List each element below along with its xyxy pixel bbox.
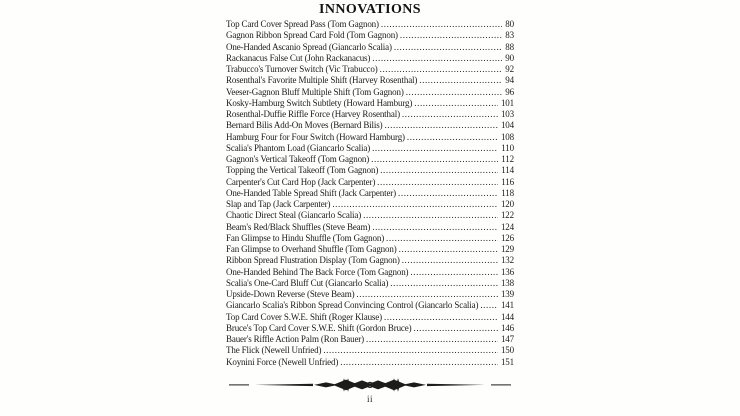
toc-entry-title: Beam's Red/Black Shuffles (Steve Beam) [226, 221, 371, 232]
toc-entry-title: Bruce's Top Card Cover S.W.E. Shift (Gordon Bruce) [226, 322, 412, 333]
toc-entry-page: 116 [501, 176, 514, 187]
dot-leader [386, 233, 498, 244]
toc-entry-page: 138 [500, 277, 514, 288]
toc-entry-page: 90 [505, 52, 514, 63]
toc-entry-title: Scalia's One-Card Bluff Cut (Giancarlo Scalia) [226, 277, 389, 288]
toc-entry-title: Slap and Tap (Jack Carpenter) [226, 199, 331, 209]
toc-entry [226, 120, 514, 131]
toc-entry [226, 143, 514, 154]
toc-entry [226, 210, 514, 221]
toc-entry [226, 64, 514, 75]
dot-leader [380, 64, 503, 75]
toc-entry-page: 144 [500, 311, 514, 322]
dot-leader [363, 210, 498, 221]
dot-leader [340, 357, 498, 368]
dot-leader [323, 345, 498, 356]
dot-leader [372, 222, 498, 233]
toc-entry-page: 92 [505, 64, 514, 74]
toc-entry [226, 278, 514, 289]
dot-leader [377, 177, 498, 188]
dot-leader [410, 267, 498, 278]
dot-leader [394, 42, 502, 53]
toc-entry-page: 112 [501, 154, 514, 164]
toc-entry-title: Gagnon's Vertical Takeoff (Tom Gagnon) [226, 154, 370, 164]
dot-leader [384, 120, 498, 131]
toc-entry-page: 114 [501, 165, 514, 176]
toc-entry [226, 53, 514, 64]
toc-entry-page: 132 [500, 255, 514, 266]
dot-leader [381, 19, 502, 30]
toc-entry [226, 188, 514, 199]
toc-entry [226, 87, 514, 98]
toc-entry-title: One-Handed Ascanio Spread (Giancarlo Scalia) [226, 41, 392, 52]
toc-entry-title: Rosenthal's Favorite Multiple Shift (Harvey Rosenthal) [226, 75, 418, 86]
toc-entry [226, 154, 514, 165]
dot-leader [380, 165, 498, 176]
toc-entry-title: Scalia's Phantom Load (Giancarlo Scalia) [226, 142, 371, 153]
dot-leader [406, 87, 503, 98]
toc-entry-page: 96 [505, 86, 514, 97]
toc-entry-page: 80 [505, 19, 514, 29]
toc-entry-title: Kosky-Hamburg Switch Subtlety (Howard Hamburg) [226, 97, 413, 108]
toc-entry [226, 222, 514, 233]
toc-entry [226, 98, 514, 109]
dot-leader [407, 132, 498, 143]
dot-leader [399, 244, 498, 255]
toc-entry-page: 141 [500, 300, 514, 311]
toc-entry-page: 147 [500, 334, 514, 344]
dot-leader [356, 289, 498, 300]
toc-entry-page: 88 [505, 41, 514, 52]
toc-entry-page: 118 [501, 187, 514, 198]
toc-entry-page: 146 [500, 322, 514, 333]
toc-entry [226, 233, 514, 244]
toc-entry-title: Fan Glimpse to Hindu Shuffle (Tom Gagnon) [226, 232, 385, 243]
toc-entry-title: Gagnon Ribbon Spread Card Fold (Tom Gagnon) [226, 30, 398, 41]
dot-leader [332, 199, 498, 210]
toc-entry-page: 94 [505, 75, 514, 86]
toc-entry [226, 300, 514, 311]
toc-entry-page: 139 [500, 289, 514, 299]
toc-entry-page: 108 [500, 131, 514, 142]
toc-entry [226, 177, 514, 188]
toc-entry-title: Bernard Bilis Add-On Moves (Bernard Bilis) [226, 120, 383, 131]
toc-entry [226, 345, 514, 356]
ornament-divider [229, 377, 511, 393]
toc-entry-page: 104 [500, 120, 514, 131]
toc-entry-title: Rosenthal-Duffie Riffle Force (Harvey Rosenthal) [226, 109, 400, 119]
toc-entry-title: Bauer's Riffle Action Palm (Ron Bauer) [226, 334, 364, 344]
toc-entry-title: Chaotic Direct Steal (Giancarlo Scalia) [226, 210, 362, 221]
toc-entry-page: 110 [501, 142, 514, 153]
toc-entry-title: One-Handed Table Spread Shift (Jack Carpenter) [226, 187, 396, 198]
toc-entry-page: 120 [500, 199, 514, 209]
toc-entry-title: The Flick (Newell Unfried) [226, 345, 322, 356]
toc-entry-page: 124 [500, 221, 514, 232]
dot-leader [390, 278, 498, 289]
toc-entry-title: Top Card Cover Spread Pass (Tom Gagnon) [226, 19, 379, 29]
dot-leader [372, 53, 502, 64]
toc-entry [226, 323, 514, 334]
toc-entry [226, 267, 514, 278]
toc-entry [226, 19, 514, 30]
dot-leader [402, 255, 498, 266]
toc-entry [226, 132, 514, 143]
toc-entry-title: Rackanacus False Cut (John Rackanacus) [226, 52, 371, 63]
toc-entry-page: 83 [505, 30, 514, 41]
toc-entry [226, 109, 514, 120]
toc-list [226, 19, 514, 368]
toc-entry [226, 42, 514, 53]
toc-entry [226, 255, 514, 266]
toc-entry-title: Carpenter's Cut Card Hop (Jack Carpenter) [226, 176, 376, 187]
toc-entry [226, 165, 514, 176]
dot-leader [480, 300, 498, 311]
toc-entry [226, 199, 514, 210]
toc-entry [226, 357, 514, 368]
toc-entry-title: Giancarlo Scalia's Ribbon Spread Convincing Control (Giancarlo Scalia) [226, 300, 479, 311]
toc-entry-page: 103 [500, 109, 514, 119]
toc-entry [226, 334, 514, 345]
toc-entry-title: Topping the Vertical Takeoff (Tom Gagnon) [226, 165, 379, 176]
toc-entry-page: 136 [500, 266, 514, 277]
dot-leader [384, 312, 498, 323]
toc-entry-title: Ribbon Spread Flustration Display (Tom Gagnon) [226, 255, 400, 266]
dot-leader [400, 30, 502, 41]
toc-entry-title: One-Handed Behind The Back Force (Tom Gagnon) [226, 266, 409, 277]
toc-entry [226, 30, 514, 41]
toc-entry-page: 122 [500, 210, 514, 221]
dot-leader [371, 154, 498, 165]
toc-entry-page: 151 [500, 356, 514, 367]
dot-leader [413, 323, 497, 334]
dot-leader [402, 109, 498, 120]
dot-leader [366, 334, 498, 345]
toc-entry-page: 150 [500, 345, 514, 356]
toc-entry-page: 126 [500, 232, 514, 243]
toc-entry-title: Trabucco's Turnover Switch (Vic Trabucco) [226, 64, 378, 74]
toc-entry-title: Veeser-Gagnon Bluff Multiple Shift (Tom Gagnon) [226, 86, 404, 97]
folio-page-number: ii [366, 394, 373, 404]
toc-entry-title: Koynini Force (Newell Unfried) [226, 356, 339, 367]
toc-entry [226, 244, 514, 255]
page-title: INNOVATIONS [319, 2, 421, 17]
toc-entry [226, 75, 514, 86]
toc-entry [226, 312, 514, 323]
toc-entry-title: Hamburg Four for Four Switch (Howard Hamburg) [226, 131, 405, 142]
dot-leader [398, 188, 498, 199]
dot-leader [419, 75, 502, 86]
toc-entry [226, 289, 514, 300]
dot-leader [414, 98, 498, 109]
dot-leader [372, 143, 498, 154]
toc-entry-page: 101 [500, 97, 514, 108]
toc-entry-page: 129 [500, 244, 514, 254]
toc-entry-title: Top Card Cover S.W.E. Shift (Roger Klause) [226, 311, 382, 322]
toc-entry-title: Fan Glimpse to Overhand Shuffle (Tom Gagnon) [226, 244, 397, 254]
toc-entry-title: Upside-Down Reverse (Steve Beam) [226, 289, 355, 299]
